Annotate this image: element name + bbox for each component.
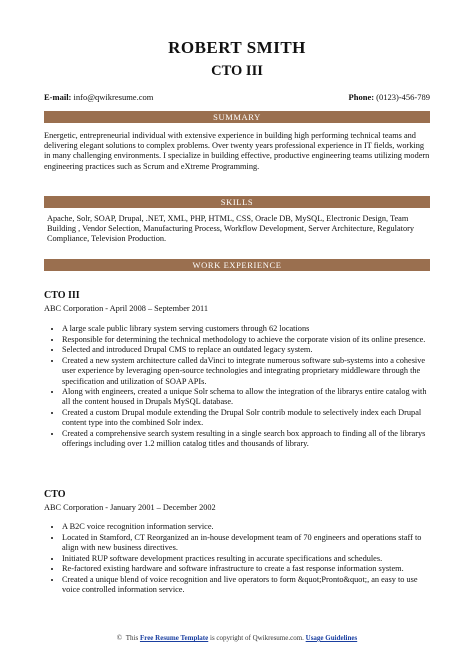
job-bullet: • Created a comprehensive search system resulting in a single search box approach to finding all of the librarys offerings including over 1.2 million catalog titles and thousands of library. [62,429,430,449]
copyright-footer [0,634,474,642]
candidate-title: CTO III [211,63,263,79]
work-experience-section-bar: WORK EXPERIENCE [44,259,430,271]
skills-text: Apache, Solr, SOAP, Drupal, .NET, XML, PHP, HTML, CSS, Oracle DB, MySQL, Electronic Design, Team Building , Vendor Selection, Manufacturing Process, Workflow Development, Server Architecture, Regulatory Compliance, Television Production. [47,214,414,244]
summary-section-bar: SUMMARY [44,111,430,123]
job-title: CTO III [44,290,80,301]
job-bullet: • Located in Stamford, CT Reorganized an in-house development team of 70 engineers and operations staff to align with new business directives. [62,533,430,553]
job-bullet: • A B2C voice recognition information service. [62,522,430,532]
candidate-name: ROBERT SMITH [168,38,306,57]
job-bullet: • Re-factored existing hardware and software infrastructure to create a fast response information system. [62,564,430,574]
job-bullet: • A large scale public library system serving customers through 62 locations [62,324,430,334]
email-line [44,92,153,102]
usage-guidelines-link[interactable]: Usage Guidelines [305,634,358,642]
summary-text: Energetic, entrepreneurial individual with extensive experience in building high performing technical teams and delivering elegant solutions to complex problems. Over twenty years professional experience in IT fields, working in many challenging environments. I specialize in building effective, productive engineering teams utilizing modern engineering practices such as Scrum and eXtreme Programming. [44,131,430,171]
job-bullet: • Created a unique blend of voice recognition and live operators to form &quot;Pronto&quot;, an easy to use voice controlled information service. [62,575,430,595]
email-label: E-mail: [44,92,72,102]
job-title: CTO [44,489,66,500]
job-bullet: • Initiated RUP software development practices resulting in accurate specifications and schedules. [62,554,430,564]
footer-prefix: This [125,634,139,642]
job-bullet: • Along with engineers, created a unique Solr schema to allow the integration of the librarys entire catalog with all the content housed in Drupals MySQL database. [62,387,430,407]
phone-line [349,92,430,102]
free-resume-template-link[interactable]: Free Resume Template [139,634,209,642]
job-bullet: • Selected and introduced Drupal CMS to replace an outdated legacy system. [62,345,430,355]
email-value[interactable]: info@qwikresume.com [73,92,154,102]
phone-label: Phone: [348,92,375,102]
job-bullet: • Created a new system architecture called daVinci to integrate numerous software sub-systems into a cohesive user experience by leveraging open-source technologies and integrating proprietary middleware through the specification and utilization of SOAP APIs. [62,356,430,387]
footer-middle: is copyright of Qwikresume.com. [210,634,304,642]
job-company-dates: ABC Corporation - January 2001 – December 2002 [44,503,216,512]
job-bullet-list [44,522,430,596]
copyright-icon: © [116,634,123,642]
skills-section-bar: SKILLS [44,196,430,208]
phone-value: (0123)-456-789 [376,92,430,102]
job-company-dates: ABC Corporation - April 2008 – September 2011 [44,304,209,313]
job-bullet: • Responsible for determining the technical methodology to achieve the corporate vision of its online presence. [62,335,430,345]
job-bullet-list [44,324,430,450]
contact-row [44,92,430,106]
job-bullet: • Created a custom Drupal module extending the Drupal Solr contrib module to selectively index each Drupal content type into the combined Solr index. [62,408,430,428]
